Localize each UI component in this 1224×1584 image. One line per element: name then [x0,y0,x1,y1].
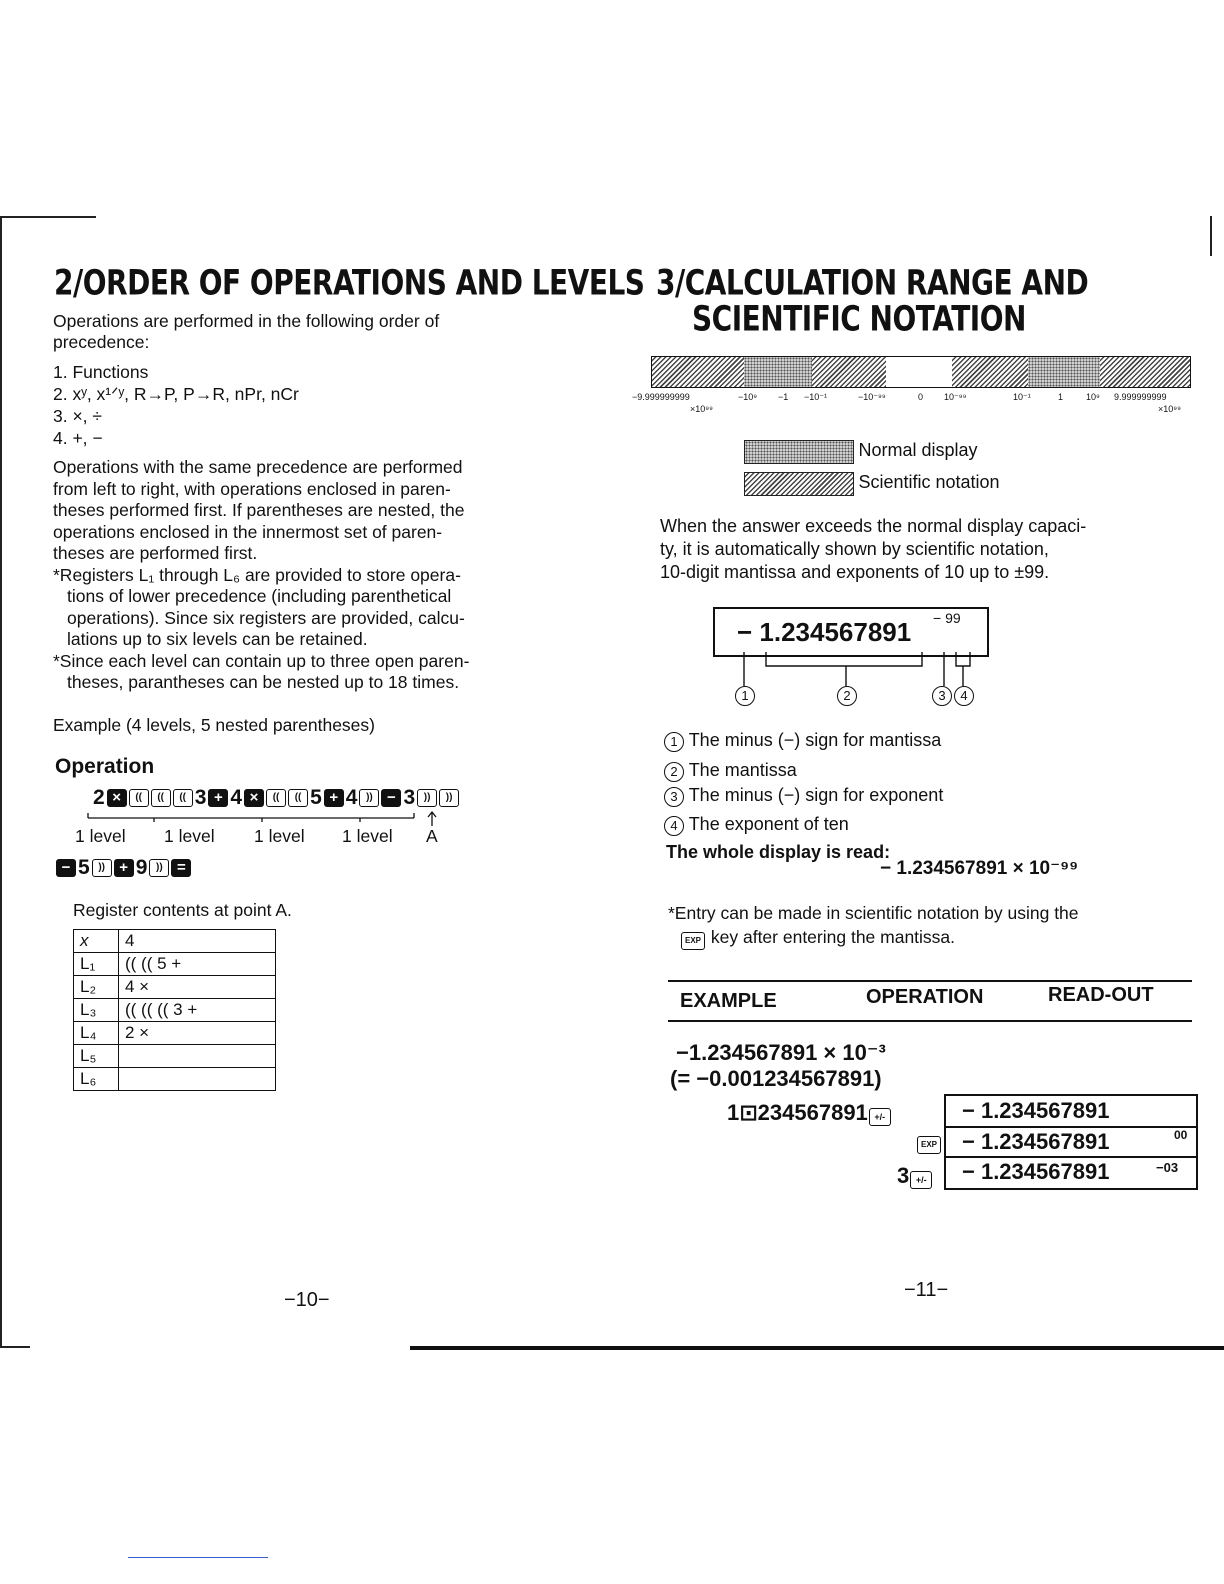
paragraph-line: 10-digit mantissa and exponents of 10 up to ±99. [660,562,1050,582]
table-row [74,976,276,999]
normal-range-segment [1028,357,1101,387]
entry-note [680,927,955,950]
level-label: 1 level [254,826,305,846]
column-header: OPERATION [866,986,984,1008]
close-paren-key: )) [149,859,169,877]
range-tick: 9.999999999 [1114,392,1167,402]
operation-heading: Operation [55,755,155,778]
table-row [74,999,276,1022]
paragraph-line: When the answer exceeds the normal display capaci- [660,516,1087,536]
frame-line [0,1346,30,1348]
paragraph-line: theses, parantheses can be nested up to 18 times. [67,672,460,692]
readout-exponent: 00 [1174,1128,1188,1142]
table-row [74,1045,276,1068]
register-label: L₂ [74,976,119,999]
note-item [664,730,941,752]
range-tick: −10⁻⁹⁹ [858,392,886,402]
precedence-item: 3. ×, ÷ [53,406,103,426]
register-value: (( (( 5 + [119,953,276,976]
note-text: The exponent of ten [688,814,849,834]
paragraph-line: lations up to six levels can be retained. [67,629,368,649]
paragraph-line: theses are performed first. [53,543,258,563]
register-value: (( (( (( 3 + [119,999,276,1022]
note-item [664,814,849,836]
digit: 3 [194,786,207,809]
range-tick: 1 [1058,392,1064,402]
callout-4 [954,686,974,706]
open-paren-key: (( [173,789,193,807]
scientific-range-segment [812,357,887,387]
open-paren-key: (( [266,789,286,807]
note-number: 4 [664,816,684,836]
row-divider [946,1156,1196,1158]
level-label: 1 level [75,826,126,846]
range-tick: 0 [918,392,924,402]
page-number: −11− [904,1279,949,1301]
paragraph-line: theses performed first. If parentheses are nested, the [53,500,465,520]
table-rule [668,1020,1192,1022]
digit: 2 [93,786,105,809]
whole-display-label: The whole display is read: [666,842,891,862]
callout-marker: 4 [954,686,974,706]
operation-entry [727,1100,892,1126]
close-paren-key: )) [359,789,379,807]
register-value: 4 [119,930,276,953]
frame-line [410,1346,1224,1350]
range-exponent-note: ×10⁹⁹ [1158,404,1181,414]
level-label: 1 level [164,826,215,846]
column-header: READ-OUT [1048,984,1154,1006]
display-mantissa: − 1.234567891 [737,617,912,647]
range-exponent-note: ×10⁹⁹ [690,404,713,414]
minus-key: − [381,789,401,807]
example-equivalent: (= −0.001234567891) [670,1066,882,1091]
table-row [74,930,276,953]
operation-entry [897,1163,933,1189]
exp-key: EXP [681,932,705,950]
scientific-range-segment [952,357,1029,387]
equals-key: = [171,859,191,877]
register-table [73,929,276,1091]
close-paren-key: )) [92,859,112,877]
paragraph-line: Operations with the same precedence are performed [53,457,463,477]
point-a-label: A [426,826,438,846]
note-number: 2 [664,762,684,782]
example-heading: Example (4 levels, 5 nested parentheses) [53,715,375,735]
open-paren-key: (( [151,789,171,807]
key-sequence-line1 [92,786,460,810]
entry-note: *Entry can be made in scientific notation by using the [668,903,1079,923]
range-tick: −9.999999999 [632,392,690,402]
readout-value: − 1.234567891 [962,1129,1110,1154]
operation-entry [916,1134,942,1154]
whole-display-value: − 1.234567891 × 10⁻⁹⁹ [880,858,1079,879]
multiply-key: × [107,789,127,807]
callout-1 [735,686,755,706]
register-label: L₆ [74,1068,119,1091]
readout-exponent: −03 [1156,1160,1179,1175]
callout-2 [837,686,857,706]
note-item [664,785,943,807]
note-number: 3 [664,787,684,807]
note-text: The mantissa [688,760,797,780]
legend-normal [744,440,978,464]
minus-key: − [56,859,76,877]
paragraph-line: ty, it is automatically shown by scientific notation, [660,539,1049,559]
register-value [119,1068,276,1091]
row-divider [946,1126,1196,1128]
calculator-display [713,607,989,657]
register-label: L₁ [74,953,119,976]
plus-key: + [324,789,344,807]
range-tick: −10⁹ [738,392,758,402]
intro-line: precedence: [53,332,150,352]
register-value: 2 × [119,1022,276,1045]
register-label: L₅ [74,1045,119,1068]
level-label: 1 level [342,826,393,846]
precedence-item: 2. xʸ, x¹ᐟʸ, R→P, P→R, nPr, nCr [53,384,299,404]
column-header: EXAMPLE [680,990,777,1012]
scientific-range-segment [1100,357,1190,387]
paragraph-line: tions of lower precedence (including parenthetical [67,586,452,606]
intro-line: Operations are performed in the following order of [53,311,440,331]
open-paren-key: (( [129,789,149,807]
frame-line [1210,216,1212,256]
table-row [74,1068,276,1091]
paragraph-line: operations enclosed in the innermost set of paren- [53,521,443,542]
sign-change-key: +/- [869,1108,891,1126]
table-row [74,1022,276,1045]
digit: 4 [230,786,243,809]
precedence-item: 4. +, − [53,428,103,448]
multiply-key: × [244,789,264,807]
range-tick: 10⁻¹ [1013,392,1031,402]
readout-column [944,1094,1198,1190]
scientific-range-segment [652,357,745,387]
paragraph-line: from left to right, with operations enclosed in paren- [53,478,451,499]
open-paren-key: (( [288,789,308,807]
digit: 5 [310,786,322,809]
register-label: L₃ [74,999,119,1022]
callout-marker: 3 [932,686,952,706]
sign-change-key: +/- [910,1171,932,1189]
digit: 4 [345,786,358,809]
plus-key: + [208,789,228,807]
register-value [119,1045,276,1068]
table-row [74,953,276,976]
operation-digits: 1⊡234567891 [727,1100,868,1125]
table-rule [668,980,1192,982]
legend-label: Scientific notation [858,472,1000,493]
legend-scientific [744,472,1000,496]
example-value: −1.234567891 × 10⁻³ [676,1040,886,1065]
readout-value: − 1.234567891 [962,1098,1110,1123]
paragraph-line: operations). Since six registers are provided, calcu- [67,607,465,628]
register-label: x [74,930,119,953]
digit: 3 [403,786,416,809]
register-label: L₄ [74,1022,119,1045]
register-value: 4 × [119,976,276,999]
legend-swatch [744,440,854,464]
note-text: The minus (−) sign for exponent [688,785,944,805]
close-paren-key: )) [417,789,437,807]
left-page-title: 2/ORDER OF OPERATIONS AND LEVELS [54,262,645,304]
link-underline [128,1557,268,1558]
range-tick: −10⁻¹ [804,392,828,402]
operation-digits: 3 [897,1163,910,1188]
right-page-title: SCIENTIFIC NOTATION [692,298,1026,340]
plus-key: + [114,859,134,877]
right-page-title: 3/CALCULATION RANGE AND [656,262,1089,304]
calculation-range-bar [651,356,1191,388]
frame-line [0,216,2,1348]
range-tick: 10⁹ [1086,392,1100,402]
close-paren-key: )) [439,789,459,807]
precedence-paragraph [53,457,469,694]
page-number: −10− [284,1289,330,1311]
key-sequence-line2 [55,856,192,880]
note-item [664,760,797,782]
zero-segment [886,357,953,387]
paragraph-line: *Since each level can contain up to three open paren- [53,650,470,671]
legend-label: Normal display [858,440,978,461]
precedence-item: 1. Functions [53,362,149,382]
range-tick: 10⁻⁹⁹ [944,392,967,402]
display-exponent: − 99 [933,610,961,626]
note-number: 1 [664,732,684,752]
frame-line [0,216,96,218]
readout-value: − 1.234567891 [962,1159,1110,1184]
note-text: The minus (−) sign for mantissa [688,730,942,750]
range-tick: −1 [778,392,789,402]
callout-marker: 1 [735,686,755,706]
exp-key: EXP [917,1136,941,1154]
callout-marker: 2 [837,686,857,706]
entry-note-text: key after entering the mantissa. [710,927,956,947]
register-caption: Register contents at point A. [73,900,292,920]
paragraph-line: *Registers L₁ through L₆ are provided to store opera- [53,564,461,585]
legend-swatch [744,472,854,496]
digit: 5 [78,856,90,879]
normal-range-segment [744,357,813,387]
range-description [660,515,1086,584]
callout-3 [932,686,952,706]
digit: 9 [135,856,148,879]
